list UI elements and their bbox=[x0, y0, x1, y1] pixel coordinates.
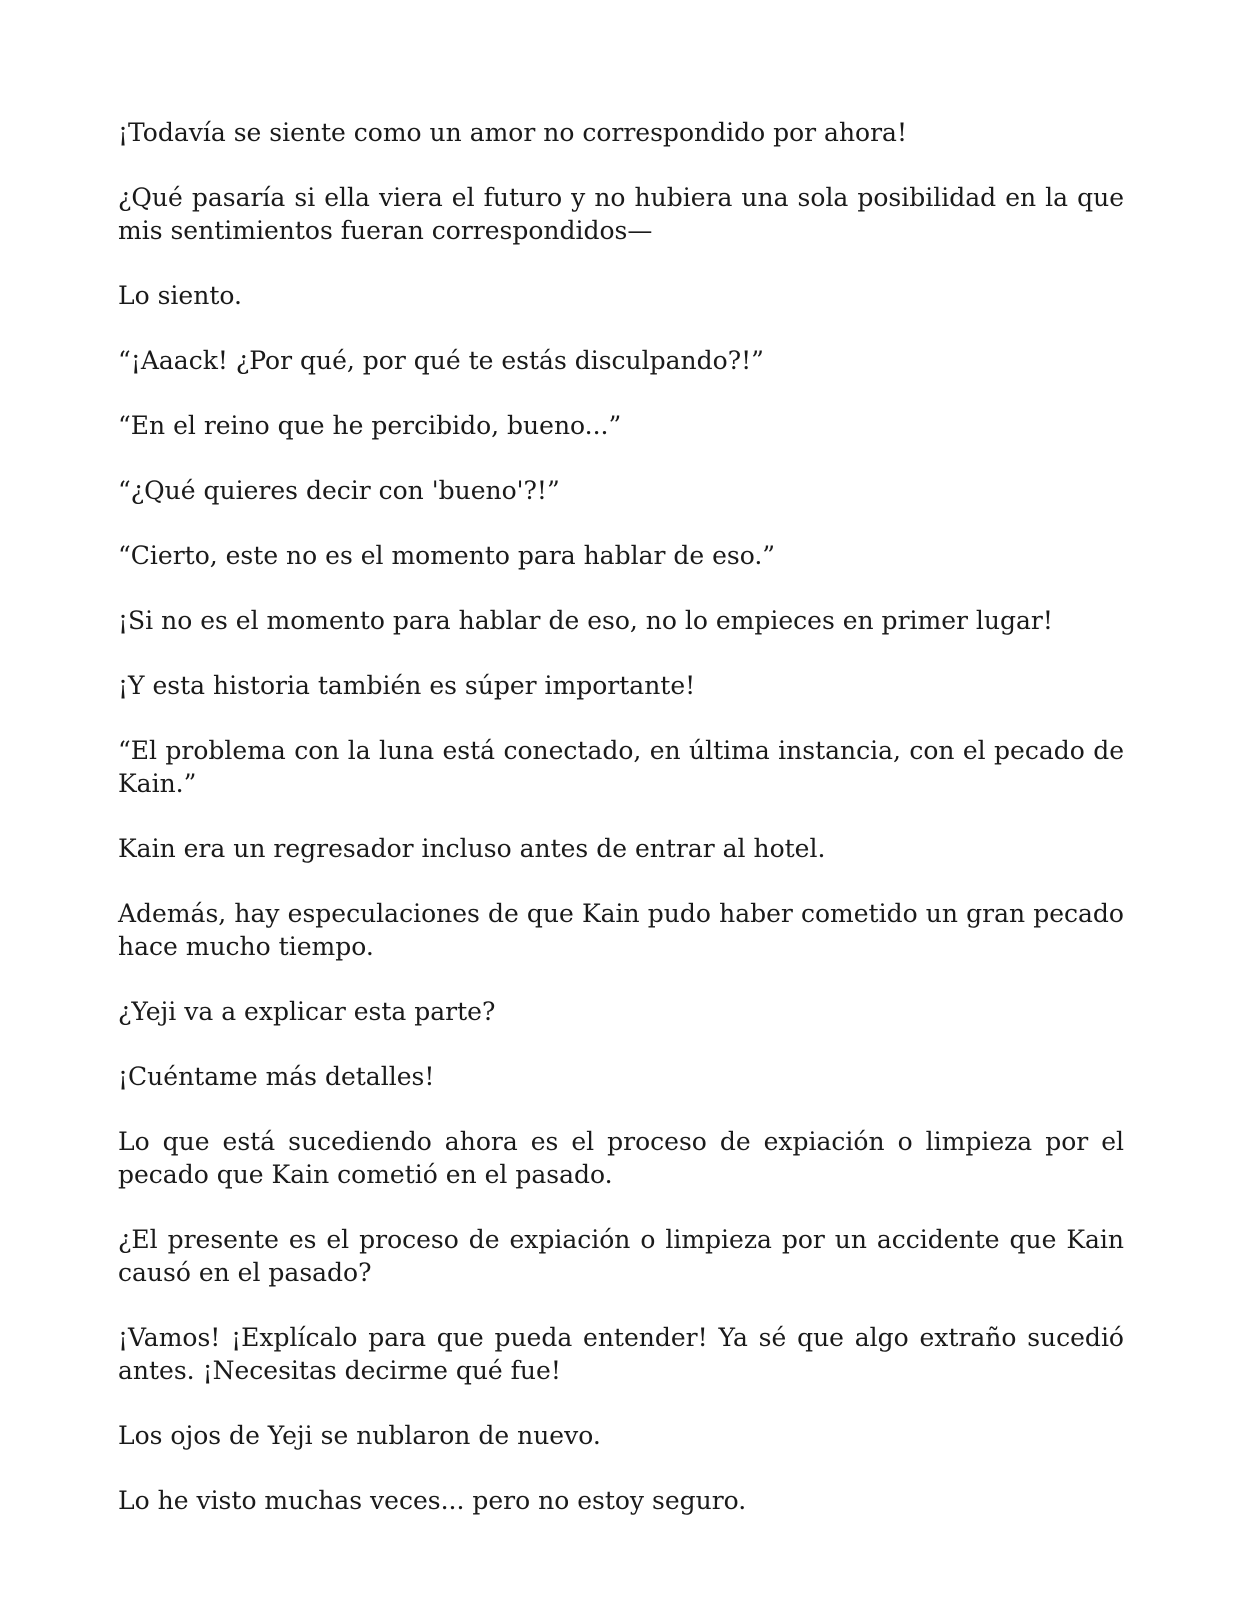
paragraph: ¡Y esta historia también es súper importante! bbox=[118, 671, 696, 700]
paragraph: ¡Cuéntame más detalles! bbox=[118, 1062, 435, 1091]
paragraph: Lo siento. bbox=[118, 281, 242, 310]
paragraph: ¿Qué pasaría si ella viera el futuro y no hubiera una sola posibilidad en la que mis sentimientos fueran correspondidos— bbox=[118, 183, 1124, 245]
paragraph: Lo he visto muchas veces... pero no estoy seguro. bbox=[118, 1486, 747, 1515]
paragraph: ¿Yeji va a explicar esta parte? bbox=[118, 997, 496, 1026]
paragraph: Además, hay especulaciones de que Kain pudo haber cometido un gran pecado hace mucho tiempo. bbox=[118, 899, 1124, 961]
paragraph: “El problema con la luna está conectado, en última instancia, con el pecado de Kain.” bbox=[118, 736, 1124, 798]
paragraph: ¡Todavía se siente como un amor no correspondido por ahora! bbox=[118, 118, 908, 147]
paragraph: ¿El presente es el proceso de expiación o limpieza por un accidente que Kain causó en el pasado? bbox=[118, 1225, 1124, 1287]
paragraph: ¡Si no es el momento para hablar de eso, no lo empieces en primer lugar! bbox=[118, 606, 1053, 635]
paragraph: “En el reino que he percibido, bueno...” bbox=[118, 411, 622, 440]
paragraph: ¡Vamos! ¡Explícalo para que pueda entender! Ya sé que algo extraño sucedió antes. ¡Necesitas decirme qué fue! bbox=[118, 1323, 1124, 1385]
text-column bbox=[118, 116, 1124, 1549]
paragraph: “Cierto, este no es el momento para hablar de eso.” bbox=[118, 541, 776, 570]
paragraph: Lo que está sucediendo ahora es el proceso de expiación o limpieza por el pecado que Kain cometió en el pasado. bbox=[118, 1127, 1124, 1189]
paragraph: Kain era un regresador incluso antes de entrar al hotel. bbox=[118, 834, 826, 863]
paragraph: Los ojos de Yeji se nublaron de nuevo. bbox=[118, 1421, 601, 1450]
paragraph: “¿Qué quieres decir con 'bueno'?!” bbox=[118, 476, 560, 505]
paragraph: “¡Aaack! ¿Por qué, por qué te estás disculpando?!” bbox=[118, 346, 764, 375]
